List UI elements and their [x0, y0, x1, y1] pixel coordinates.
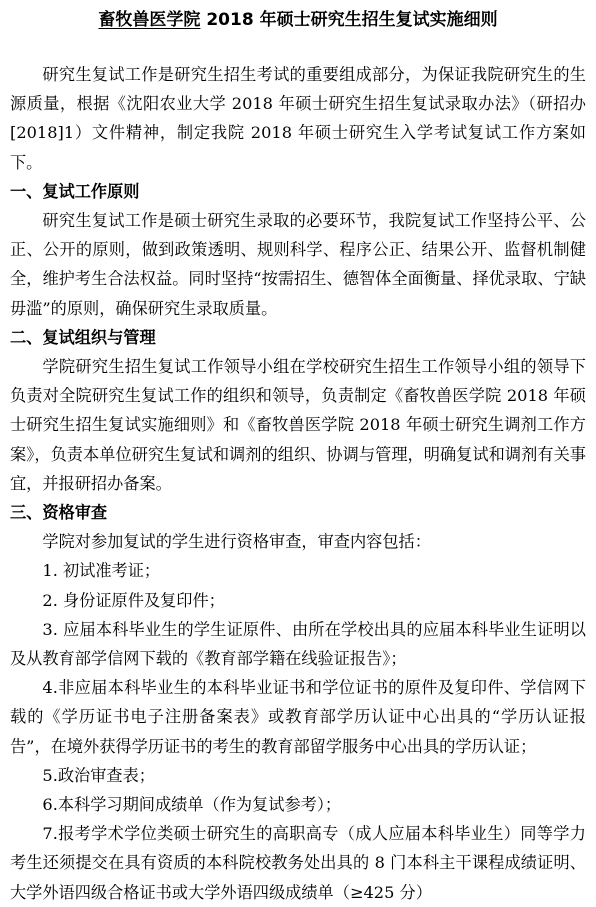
section-heading-principles: 一、复试工作原则 — [10, 181, 140, 201]
list-item: 7.报考学术学位类硕士研究生的高职高专（成人应届本科毕业生）同等学力考生还须提交在具有资质的本科院校教务处出具的 8 门本科主干课程成绩证明、大学外语四级合格证书或大学外语四级成绩单（≥425 分） — [10, 824, 586, 902]
list-item: 3. 应届本科毕业生的学生证原件、由所在学校出具的应届本科毕业生证明以及从教育部学信网下载的《教育部学籍在线验证报告》； — [10, 619, 586, 669]
section-heading-organization: 二、复试组织与管理 — [10, 327, 156, 347]
section-body-qualification: 学院对参加复试的学生进行资格审查，审查内容包括： — [42, 532, 431, 552]
list-item: 1. 初试准考证； — [42, 561, 161, 581]
title-school-name: 畜牧兽医学院 — [98, 10, 201, 30]
document-title — [10, 0, 586, 40]
list-item: 5.政治审查表； — [42, 765, 155, 785]
intro-paragraph: 研究生复试工作是研究生招生考试的重要组成部分，为保证我院研究生的生源质量，根据《沈阳农业大学 2018 年硕士研究生招生复试录取办法》（研招办[2018]1）文件精神，制定我院 2018 年硕士研究生入学考试复试工作方案如下。 — [10, 65, 586, 172]
list-item: 2. 身份证原件及复印件； — [42, 590, 225, 610]
list-item: 4.非应届本科毕业生的本科毕业证书和学位证书的原件及复印件、学信网下载的《学历证书电子注册备案表》或教育部学历认证中心出具的“学历认证报告”，在境外获得学历证书的考生的教育部留学服务中心出具的学历认证； — [10, 678, 586, 756]
title-rest: 2018 年硕士研究生招生复试实施细则 — [200, 10, 498, 30]
list-item: 6.本科学习期间成绩单（作为复试参考）； — [42, 795, 342, 815]
section-heading-qualification: 三、资格审查 — [10, 503, 108, 523]
section-body-organization: 学院研究生招生复试工作领导小组在学校研究生招生工作领导小组的领导下负责对全院研究生复试工作的组织和领导，负责制定《畜牧兽医学院 2018 年硕士研究生招生复试实施细则》和《畜牧兽医学院 2018 年硕士研究生调剂工作方案》，负责本单位研究生复试和调剂的组织、协调与管理，明确复试和调剂有关事宜，并报研招办备案。 — [10, 357, 586, 493]
section-body-principles: 研究生复试工作是硕士研究生录取的必要环节，我院复试工作坚持公平、公正、公开的原则，做到政策透明、规则科学、程序公正、结果公开、监督机制健全，维护考生合法权益。同时坚持“按需招生、德智体全面衡量、择优录取、宁缺毋滥”的原则，确保研究生录取质量。 — [10, 211, 586, 318]
